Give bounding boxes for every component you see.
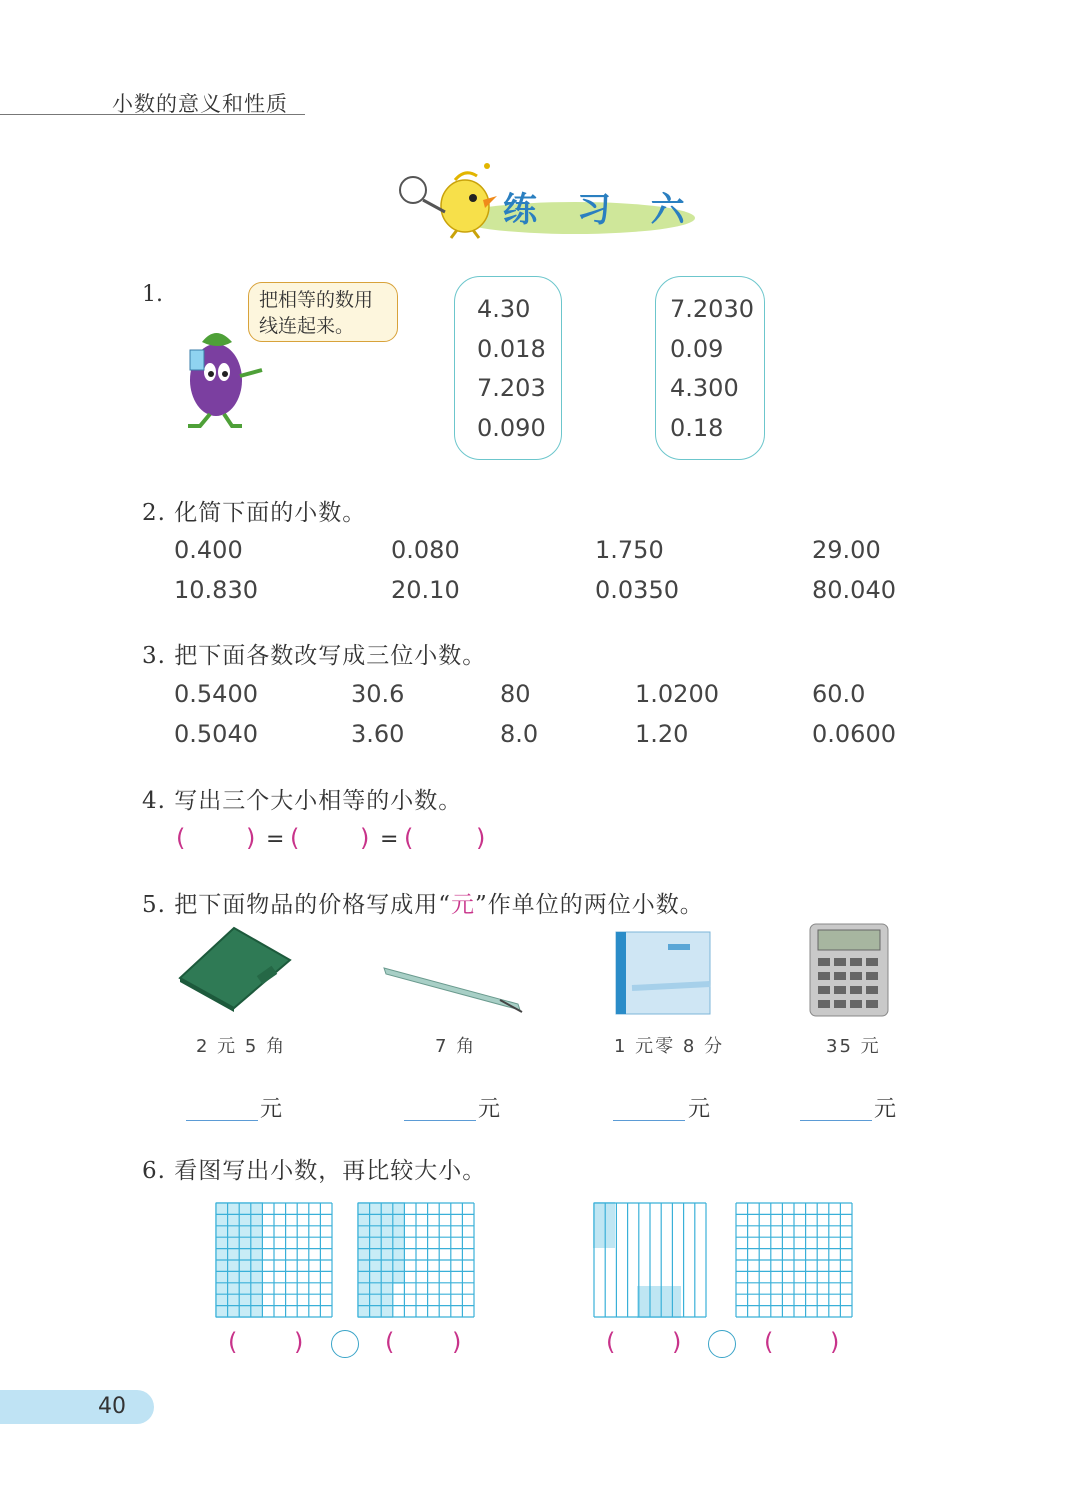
hundred-grid-3 xyxy=(735,1202,855,1320)
answer-blank[interactable] xyxy=(800,1092,872,1121)
item-price-caption: 7 角 xyxy=(435,1036,477,1057)
q5-prompt-before: 5. 把下面物品的价格写成用“ xyxy=(142,892,452,918)
q2-number: 0.400 xyxy=(174,536,243,564)
item-price-caption: 1 元零 8 分 xyxy=(614,1036,725,1057)
instruction-speech-bubble xyxy=(248,282,398,342)
q3-number: 80 xyxy=(500,680,531,708)
left-box-number: 4.30 xyxy=(477,295,531,323)
q3-number: 8.0 xyxy=(500,720,539,748)
q3-number: 3.60 xyxy=(351,720,405,748)
q2-prompt: 2. 化简下面的小数。 xyxy=(142,500,367,526)
yuan-unit: 元 xyxy=(260,1097,283,1122)
hundred-grid-2 xyxy=(357,1202,477,1320)
left-box-number: 0.018 xyxy=(477,335,546,363)
q3-number: 30.6 xyxy=(351,680,405,708)
q4-paren-open: ( xyxy=(290,824,300,852)
q3-number: 0.5040 xyxy=(174,720,258,748)
item-price-caption: 2 元 5 角 xyxy=(196,1036,287,1057)
yuan-unit: 元 xyxy=(874,1097,897,1122)
yuan-unit: 元 xyxy=(478,1097,501,1122)
answer-blank[interactable] xyxy=(613,1092,685,1121)
q6-prompt: 6. 看图写出小数，再比较大小。 xyxy=(142,1158,487,1184)
bubble-line-1: 把相等的数用 xyxy=(259,289,374,311)
q5-prompt xyxy=(142,886,704,919)
q1-number: 1. xyxy=(142,282,163,307)
q1-right-number-box xyxy=(655,276,765,460)
q4-paren-close: ) xyxy=(360,824,370,852)
q6-paren-close: ) xyxy=(672,1328,682,1356)
q4-paren-close: ) xyxy=(246,824,256,852)
q6-paren-open: ( xyxy=(228,1328,238,1356)
right-box-number: 4.300 xyxy=(670,374,739,402)
notebook-icon xyxy=(172,920,296,1012)
q3-number: 0.0600 xyxy=(812,720,896,748)
section-header-title: 小数的意义和性质 xyxy=(112,92,288,116)
q3-number: 0.5400 xyxy=(174,680,258,708)
q6-paren-close: ) xyxy=(294,1328,304,1356)
q2-number: 29.00 xyxy=(812,536,881,564)
q5-prompt-after: ”作单位的两位小数。 xyxy=(475,892,704,918)
yuan-unit: 元 xyxy=(688,1097,711,1122)
compare-circle[interactable] xyxy=(708,1330,736,1358)
exercise-title: 练 习 六 xyxy=(503,190,699,230)
left-box-number: 0.090 xyxy=(477,414,546,442)
q2-number: 0.080 xyxy=(391,536,460,564)
exercise-book-icon xyxy=(612,928,716,1018)
q2-number: 80.040 xyxy=(812,576,896,604)
header-divider xyxy=(0,114,305,115)
q4-paren-open: ( xyxy=(176,824,186,852)
q4-prompt: 4. 写出三个大小相等的小数。 xyxy=(142,788,463,814)
q6-paren-open: ( xyxy=(764,1328,774,1356)
tenths-grid xyxy=(593,1202,709,1320)
left-box-number: 7.203 xyxy=(477,374,546,402)
right-box-number: 0.18 xyxy=(670,414,724,442)
q4-equals: = xyxy=(380,827,399,852)
compare-circle[interactable] xyxy=(331,1330,359,1358)
q6-paren-close: ) xyxy=(452,1328,462,1356)
q5-prompt-highlight: 元 xyxy=(451,892,476,918)
q3-number: 60.0 xyxy=(812,680,866,708)
q2-number: 1.750 xyxy=(595,536,664,564)
q2-number: 0.0350 xyxy=(595,576,679,604)
q4-paren-close: ) xyxy=(476,824,486,852)
q1-left-number-box xyxy=(454,276,562,460)
q6-paren-close: ) xyxy=(830,1328,840,1356)
q6-paren-open: ( xyxy=(385,1328,395,1356)
answer-blank[interactable] xyxy=(186,1092,258,1121)
item-price-caption: 35 元 xyxy=(826,1036,881,1057)
page-number-tab xyxy=(0,1390,154,1424)
page-number: 40 xyxy=(98,1394,126,1419)
hundred-grid-1 xyxy=(215,1202,335,1320)
q3-number: 1.20 xyxy=(635,720,689,748)
q3-prompt: 3. 把下面各数改写成三位小数。 xyxy=(142,643,487,669)
pen-icon xyxy=(380,960,526,1014)
answer-blank[interactable] xyxy=(404,1092,476,1121)
q4-equals: = xyxy=(266,827,285,852)
calculator-icon xyxy=(808,922,890,1018)
q3-number: 1.0200 xyxy=(635,680,719,708)
q4-paren-open: ( xyxy=(404,824,414,852)
q6-paren-open: ( xyxy=(606,1328,616,1356)
q2-number: 10.830 xyxy=(174,576,258,604)
q2-number: 20.10 xyxy=(391,576,460,604)
bubble-line-2: 线连起来。 xyxy=(259,315,355,337)
right-box-number: 7.2030 xyxy=(670,295,754,323)
exercise-title-banner xyxy=(395,160,699,250)
right-box-number: 0.09 xyxy=(670,335,724,363)
